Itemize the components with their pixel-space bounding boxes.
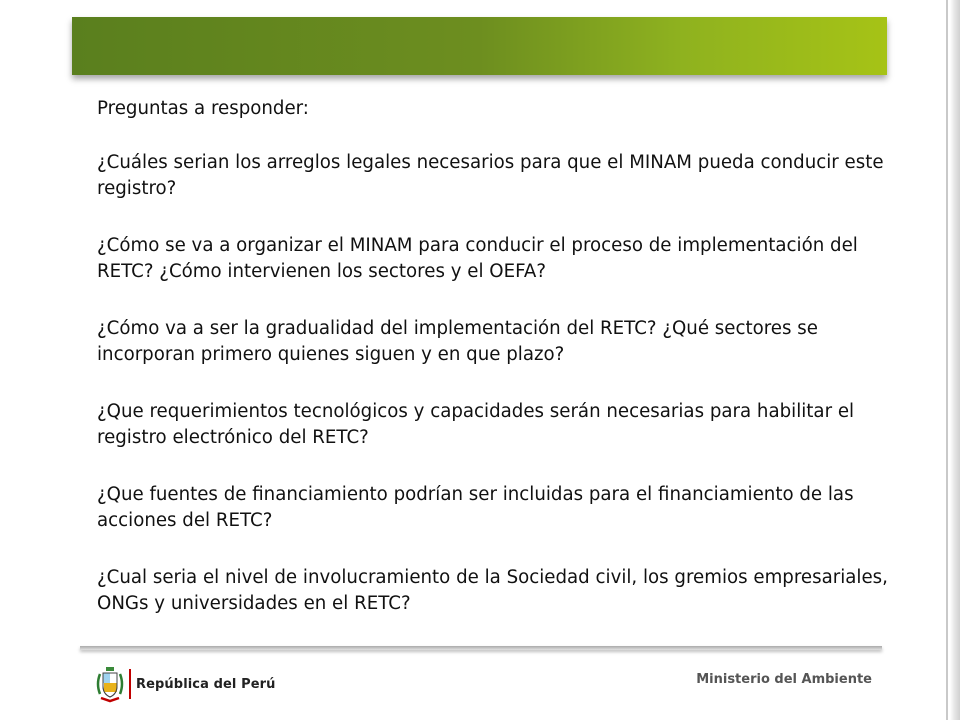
slide-content	[97, 96, 917, 648]
slide-heading: Preguntas a responder:	[97, 98, 309, 119]
question-3: ¿Cómo va a ser la gradualidad del implementación del RETC? ¿Qué sectores se incorporan primero quienes siguen y en que plazo?	[97, 317, 818, 365]
republica-peru-label: República del Perú	[136, 676, 276, 692]
footer-logo-peru	[95, 664, 276, 704]
question-1: ¿Cuáles serian los arreglos legales necesarios para que el MINAM pueda conducir este registro?	[97, 151, 884, 199]
page-shadow	[950, 0, 960, 720]
question-6: ¿Cual seria el nivel de involucramiento de la Sociedad civil, los gremios empresariales, ONGs y universidades en el RETC?	[97, 566, 888, 614]
page-edge-line	[946, 0, 948, 720]
footer-divider	[80, 646, 882, 650]
question-5: ¿Que fuentes de financiamiento podrían ser incluidas para el financiamiento de las acciones del RETC?	[97, 483, 854, 531]
peru-coat-of-arms-icon	[95, 664, 125, 704]
question-2: ¿Cómo se va a organizar el MINAM para conducir el proceso de implementación del RETC? ¿Cómo intervienen los sectores y el OEFA?	[97, 234, 858, 282]
logo-divider	[129, 669, 131, 699]
ministerio-ambiente-label: Ministerio del Ambiente	[696, 672, 872, 687]
header-banner	[72, 17, 887, 75]
question-4: ¿Que requerimientos tecnológicos y capacidades serán necesarias para habilitar el registro electrónico del RETC?	[97, 400, 855, 448]
